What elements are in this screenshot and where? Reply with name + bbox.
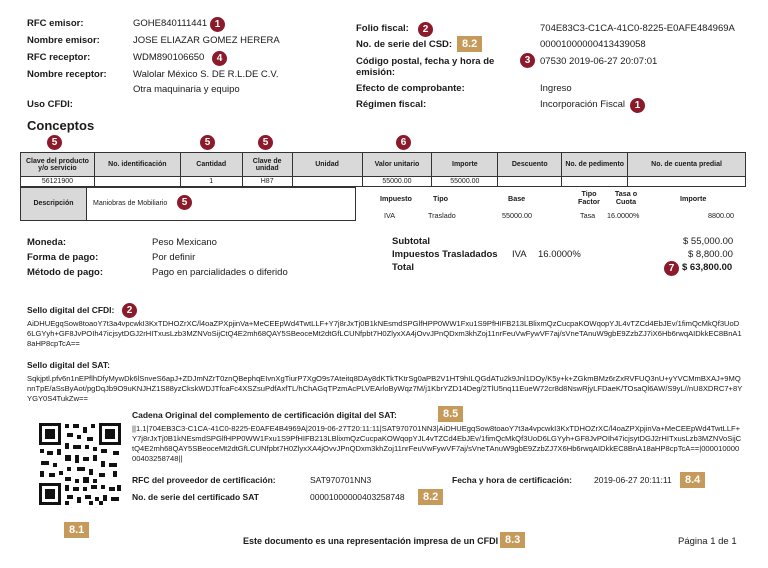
conceptos-table	[20, 152, 746, 187]
cp-fecha-value: 07530 2019-06-27 20:07:01	[540, 56, 658, 67]
annotation-tag-8-2b: 8.2	[418, 489, 443, 505]
tax-cell-base: 55000.00	[502, 211, 532, 220]
annotation-tag-8-3: 8.3	[500, 532, 525, 548]
cell-clave-producto: 56121900	[21, 177, 95, 187]
cell-cantidad: 1	[180, 177, 242, 187]
serie-csd-value: 00001000000413439058	[540, 39, 646, 50]
qr-code-image	[37, 421, 123, 507]
cadena-original-label: Cadena Original del complemento de certificación digital del SAT:	[132, 410, 397, 420]
impuestos-value: $ 8,800.00	[688, 249, 733, 260]
tax-col-tipo: Tipo	[433, 194, 449, 203]
col-clave-unidad: Clave de unidad	[242, 153, 292, 177]
regimen-fiscal-value: Incorporación Fiscal	[540, 99, 626, 110]
cell-unidad	[292, 177, 362, 187]
cp-fecha-label: Código postal, fecha y hora de emisión:	[356, 56, 495, 78]
col-no-pedimento: No. de pedimento	[562, 153, 628, 177]
nombre-emisor-value: JOSE ELIAZAR GOMEZ HERERA	[133, 35, 280, 46]
tax-cell-tipo: Traslado	[428, 211, 456, 220]
description-label: Descripción	[21, 188, 87, 220]
annotation-badge-6: 6	[396, 135, 411, 150]
annotation-badge-5c: 5	[258, 135, 273, 150]
annotation-badge-2b: 2	[122, 303, 137, 318]
col-cantidad: Cantidad	[180, 153, 242, 177]
total-value: $ 63,800.00	[682, 262, 733, 273]
regimen-fiscal-label: Régimen fiscal:	[356, 99, 427, 110]
total-label: Total	[392, 262, 414, 273]
cell-valor-unitario: 55000.00	[362, 177, 432, 187]
nombre-emisor-label: Nombre emisor:	[27, 35, 100, 46]
tax-cell-tipo-factor: Tasa	[580, 211, 596, 220]
annotation-tag-8-5: 8.5	[438, 406, 463, 422]
tax-col-tasa-cuota: Tasa o Cuota	[614, 189, 638, 206]
folio-fiscal-label: Folio fiscal:	[356, 23, 409, 34]
annotation-badge-5a: 5	[47, 135, 62, 150]
subtotal-label: Subtotal	[392, 236, 430, 247]
fecha-certificacion-value: 2019-06-27 20:11:11	[594, 475, 672, 485]
sello-sat-label: Sello digital del SAT:	[27, 360, 110, 370]
rfc-emisor-label: RFC emisor:	[27, 18, 84, 29]
metodo-pago-label: Método de pago:	[27, 267, 103, 278]
annotation-badge-7: 7	[664, 261, 679, 276]
moneda-value: Peso Mexicano	[152, 237, 217, 248]
serie-certificado-sat-label: No. de serie del certificado SAT	[132, 492, 259, 502]
rfc-pac-label: RFC del proveedor de certificación:	[132, 475, 276, 485]
tax-col-tipo-factor: Tipo Factor	[578, 189, 600, 206]
col-no-identificacion: No. identificación	[94, 153, 180, 177]
nombre-receptor-label: Nombre receptor:	[27, 69, 107, 80]
serie-certificado-sat-value: 00001000000403258748	[310, 492, 405, 502]
sello-cfdi-label: Sello digital del CFDI:	[27, 305, 115, 315]
cell-clave-unidad: H87	[242, 177, 292, 187]
cell-descuento	[498, 177, 562, 187]
cell-no-identificacion	[94, 177, 180, 187]
annotation-tag-8-4: 8.4	[680, 472, 705, 488]
annotation-tag-8-2: 8.2	[457, 36, 482, 52]
annotation-badge-5d: 5	[177, 195, 192, 210]
rfc-pac-value: SAT970701NN3	[310, 475, 372, 485]
tax-col-importe: Importe	[680, 194, 707, 203]
col-cuenta-predial: No. de cuenta predial	[628, 153, 746, 177]
footer-notice: Este documento es una representación impresa de un CFDI	[243, 536, 499, 546]
col-unidad: Unidad	[292, 153, 362, 177]
serie-csd-label: No. de serie del CSD:	[356, 39, 453, 50]
rfc-receptor-value: WDM890106650	[133, 52, 205, 63]
fecha-certificacion-label: Fecha y hora de certificación:	[452, 475, 572, 485]
col-importe: Importe	[432, 153, 498, 177]
rfc-emisor-value: GOHE840111441	[133, 18, 208, 29]
moneda-label: Moneda:	[27, 237, 67, 248]
impuestos-tasa: 16.0000%	[538, 249, 581, 260]
col-clave-producto: Clave del producto y/o servicio	[21, 153, 95, 177]
cadena-original-value: ||1.1|704EB3C3-C1CA-41C0-8225-E0AFE4B4969A|2019-06-27T20:11:11|SAT970701NN3|AiDHUEgqSow8toaoY7t3a4vpcwkI3KxTDHOZrXC/l4oaZPXpjinVa+MeCEEpWd4TwtLLF+Y7j8rJxTj0B1kNEsmdSPGlfHPP0WW1Fxu1S9PfHIFB213LBlixmQzCucpaKOWqopYJL4vTZCd4EbJEv/1fimQcMkQf3UoD6LGYyh+GF8JvPOIh47icjsytDGJ2rHITxusLzb3MZNVoSijCtQ4E2mh68QAY5SBeoceMt2dtGfLCUNfpbt7H0ZlyxXA4jOvvJPnQDxm3khZoj11nrFeuVwFywVF7aj/sVneTAnuW9gbE9ZzbZJ7X6Hb6rwqAIDkkEC8BnA18aHP8cpTcA==|00001000000403258748||	[132, 424, 742, 463]
sello-cfdi-value: AiDHUEgqSow8toaoY7t3a4vpcwkI3KxTDHOZrXC/l4oaZPXpjinVa+MeCEEpWd4TwtLLF+Y7j8rJxTj0B1kNEsmdSPGlfHPP0WW1Fxu1S9PfHIFB213LBlixmQzCucpaKOWqopYJL4vTZCd4EbJEv/1fimQcMkQf3UoD6LGYyh+GF8JvPOIh47icjsytDGJ2rHITxusLzb3MZNVoSijCtQ4E2mh68QAY5SBeoceMt2dtGfLCUNfpbt7H0ZlyxXA4jOvvJPnQDxm3khZoj11nrFeuVwFywVF7aj/sVneTAnuW9gbE9ZzbZJ7iX6Hb6rwqAIDkkEC8BnA18aHP8cpTcA==	[27, 319, 742, 348]
col-descuento: Descuento	[498, 153, 562, 177]
table-row	[21, 177, 746, 187]
folio-fiscal-value: 704E83C3-C1CA-41C0-8225-E0AFE484969A	[540, 23, 735, 34]
annotation-badge-1: 1	[210, 17, 225, 32]
tax-cell-tasa-cuota: 16.0000%	[607, 211, 640, 220]
forma-pago-label: Forma de pago:	[27, 252, 99, 263]
annotation-badge-5b: 5	[200, 135, 215, 150]
metodo-pago-value: Pago en parcialidades o diferido	[152, 267, 288, 278]
annotation-badge-3: 3	[520, 53, 535, 68]
annotation-badge-4: 4	[212, 51, 227, 66]
forma-pago-value: Por definir	[152, 252, 196, 263]
subtotal-value: $ 55,000.00	[683, 236, 734, 247]
col-valor-unitario: Valor unitario	[362, 153, 432, 177]
regimen-receptor-value: Otra maquinaria y equipo	[133, 84, 240, 95]
nombre-receptor-value: Walolar México S. DE R.L.DE C.V.	[133, 69, 279, 80]
cell-importe: 55000.00	[432, 177, 498, 187]
annotation-badge-1b: 1	[630, 98, 645, 113]
cell-cuenta-predial	[628, 177, 746, 187]
tax-col-impuesto: Impuesto	[380, 194, 412, 203]
annotation-badge-2: 2	[418, 22, 433, 37]
uso-cfdi-label: Uso CFDI:	[27, 99, 73, 110]
impuestos-iva: IVA	[512, 249, 527, 260]
conceptos-title: Conceptos	[27, 118, 95, 133]
efecto-comprobante-value: Ingreso	[540, 83, 572, 94]
tax-cell-importe: 8800.00	[708, 211, 734, 220]
tax-cell-impuesto: IVA	[384, 211, 396, 220]
cell-no-pedimento	[562, 177, 628, 187]
tax-col-base: Base	[508, 194, 526, 203]
rfc-receptor-label: RFC receptor:	[27, 52, 91, 63]
efecto-comprobante-label: Efecto de comprobante:	[356, 83, 465, 94]
impuestos-trasladados-label: Impuestos Trasladados	[392, 249, 498, 260]
description-value: Maniobras de Mobiliario	[93, 200, 168, 207]
annotation-tag-8-1: 8.1	[64, 522, 89, 538]
page-indicator: Página 1 de 1	[678, 536, 737, 547]
sello-sat-value: Sqkjptl.pfv6n1nEPflhDfyMywDk6lSnveS6apJ+ZDJmNZrT0znQBephqEIvnXgTiurP7XgO9s7Ateitq8DAy8dKTkTKtrSg0aPB2V1HT9hILQGdATu2k9Jnl1DOy/K5y+k+ZGkmBMz6rZxRVFUQ3nU+yYVCMmBXAJ+9MQnnTpE/aSsByAot/pgDqJb9O9uKNJHZ1S88yzCkskWDJTfcaFc4XSZsuPdfAxfTL/hChAGqTPzmAcPLVEArloByWqz7M/j1KbrYZD14Deg/2TlU5nq11EueW72cr8d8NswRjyLFDaeK/TOsaQl6AW/S9yL//nU8XDRC7+8YYGY0S4TukZw==	[27, 374, 743, 403]
